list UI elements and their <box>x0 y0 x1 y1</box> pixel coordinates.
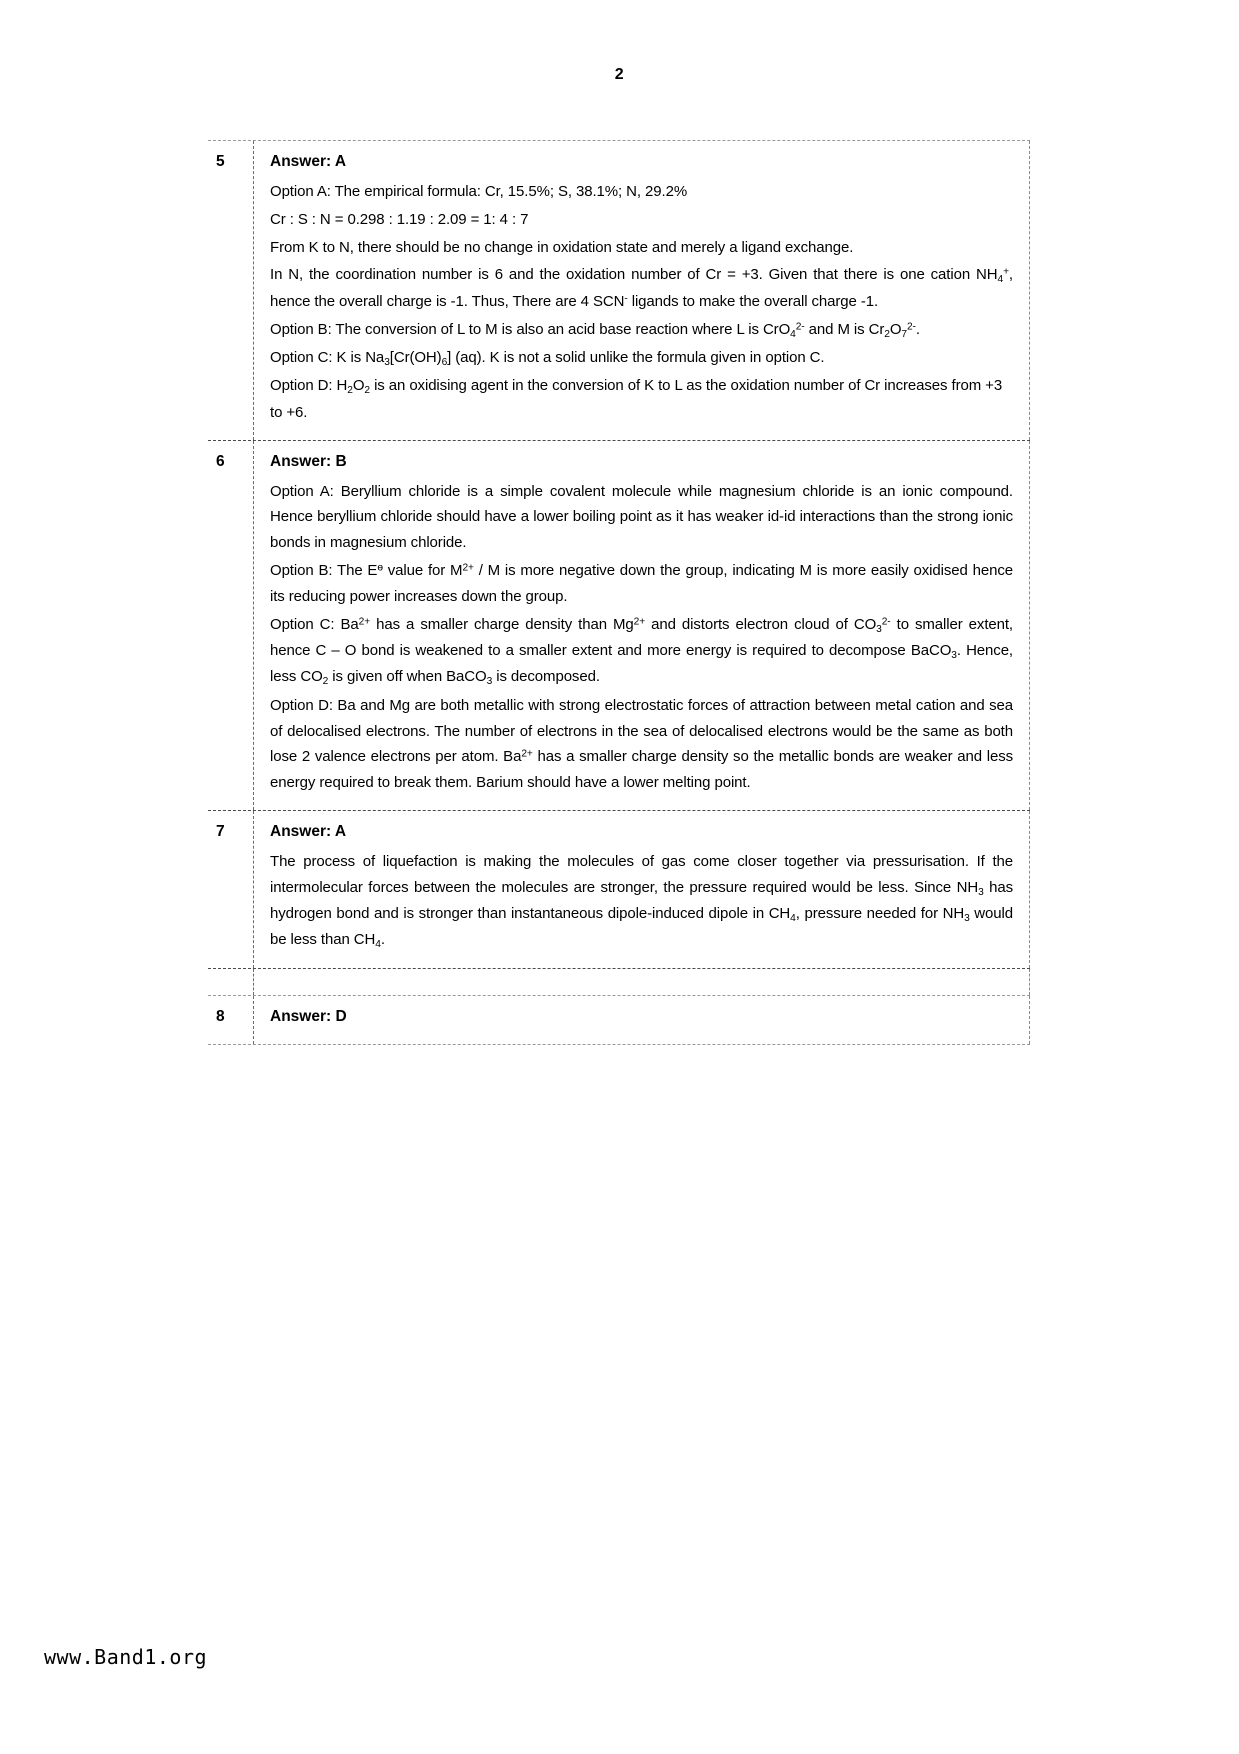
answer-body-8 <box>254 996 1030 1044</box>
explanation-line: Option C: $Ba^{2+}$ has a smaller charge density than $Mg^{2+}$ and distorts electron cloud of $CO_3^{2-}$ to smaller extent, hence C – O bond is weakened to a smaller extent and more energy is required to decompose BaCO$_3$. Hence, less $CO_2$ is given off when BaCO$_3$ is decomposed. <box>270 615 1014 688</box>
answer-label-7: Answer: A <box>270 822 347 840</box>
table-row-8 <box>208 996 1030 1044</box>
question-number-8: 8 <box>208 996 254 1044</box>
table-row-7 <box>208 811 1030 969</box>
answer-label-6: Answer: B <box>270 452 347 470</box>
explanation-line: Option C: K is $Na_3[Cr(OH)_6]$ (aq). K is not a solid unlike the formula given in option C. <box>270 348 825 368</box>
explanation-line: Option D: $H_2O_2$ is an oxidising agent in the conversion of K to L as the oxidation number of Cr increases from +3 to +6. <box>270 377 1003 421</box>
answers-table <box>208 140 1030 1045</box>
question-number-6: 6 <box>208 441 254 810</box>
explanation-line: Option D: Ba and Mg are both metallic with strong electrostatic forces of attraction between metal cation and sea of delocalised electrons. The number of electrons in the sea of delocalised electrons would be the same as both lose 2 valence electrons per atom. $Ba^{2+}$ has a smaller charge density so the metallic bonds are weaker and less energy required to break them. Barium should have a lower melting point. <box>270 696 1013 792</box>
page-number: 2 <box>614 66 625 83</box>
explanation-line: In N, the coordination number is 6 and the oxidation number of Cr = +3. Given that there is one cation $NH_4^+$, hence the overall charge is -1. Thus, There are 4 SCN- ligands to make the overall charge -1. <box>270 266 1013 310</box>
table-row-6 <box>208 441 1030 811</box>
explanation-line: Option A: The empirical formula: Cr, 15.5%; S, 38.1%; N, 29.2% <box>270 183 688 200</box>
table-row-spacer <box>208 969 1030 996</box>
answer-body-7 <box>254 811 1030 968</box>
question-number-7: 7 <box>208 811 254 968</box>
explanation-line: From K to N, there should be no change in oxidation state and merely a ligand exchange. <box>270 238 854 256</box>
question-number-5: 5 <box>208 141 254 440</box>
spacer-body-cell <box>254 969 1030 995</box>
explanation-line: Cr : S : N = 0.298 : 1.19 : 2.09 = 1: 4 : 7 <box>270 210 529 228</box>
explanation-line: Option A: Beryllium chloride is a simple covalent molecule while magnesium chloride is an ionic compound. Hence beryllium chloride should have a lower boiling point as it has weaker id-id interactions than the strong ionic bonds in magnesium chloride. <box>270 482 1013 552</box>
explanation-line: Option B: The conversion of L to M is also an acid base reaction where L is CrO$_4^{2-}$ and M is $Cr_2O_7^{2-}$. <box>270 320 920 340</box>
answer-body-6 <box>254 441 1030 810</box>
site-footer: www.Band1.org <box>44 1645 208 1669</box>
answer-body-5 <box>254 141 1030 440</box>
answer-label-5: Answer: A <box>270 153 347 170</box>
explanation-line: Option B: The $E^ɵ$ value for $M^{2+}$ / M is more negative down the group, indicating M is more easily oxidised hence its reducing power increases down the group. <box>270 561 1013 605</box>
answer-label-8: Answer: D <box>270 1007 347 1025</box>
explanation-line: The process of liquefaction is making the molecules of gas come closer together via pressurisation. If the intermolecular forces between the molecules are stronger, the pressure required would be less. Since $NH_3$ has hydrogen bond and is stronger than instantaneous dipole-induced dipole in $CH_4$, pressure needed for $NH_3$ would be less than $CH_4$. <box>270 852 1013 951</box>
table-row-5 <box>208 141 1030 441</box>
spacer-number-cell <box>208 969 254 995</box>
